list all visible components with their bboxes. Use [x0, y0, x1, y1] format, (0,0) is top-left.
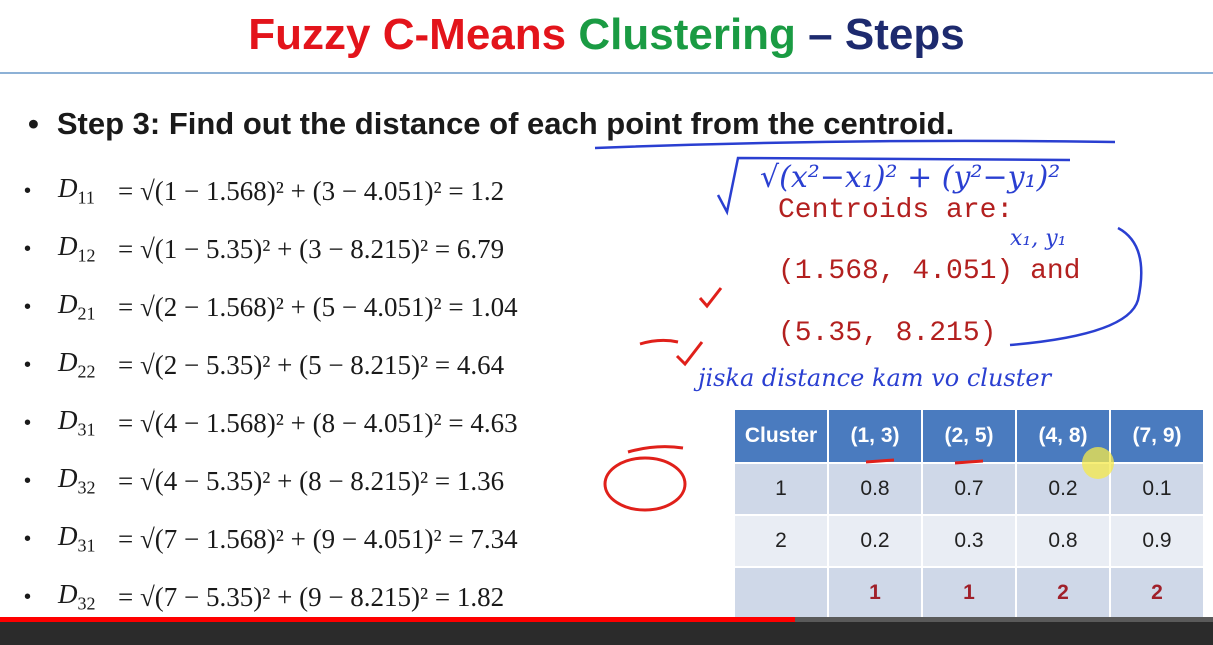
table-cell: 2: [1016, 567, 1110, 619]
table-row: [734, 567, 1204, 619]
distance-letter: D: [58, 521, 78, 552]
table-cell: 1: [734, 463, 828, 515]
table-row: [734, 515, 1204, 567]
distance-letter: D: [58, 347, 78, 378]
handwritten-note: jiska distance kam vo cluster: [698, 364, 1052, 392]
distance-expression: = √(7 − 1.568)² + (9 − 4.051)² = 7.34: [118, 523, 518, 554]
bullet-icon: •: [28, 106, 39, 141]
table-cell: 2: [734, 515, 828, 567]
distance-subscript: 32: [77, 477, 96, 498]
centroid-1: (1.568, 4.051): [778, 256, 1014, 287]
table-cell: 1: [922, 567, 1016, 619]
distance-subscript: 21: [77, 303, 96, 324]
table-cell: 0.1: [1110, 463, 1204, 515]
centroids-label: Centroids are:: [778, 195, 1014, 226]
bullet-icon: •: [24, 411, 32, 434]
centroid-2: (5.35, 8.215): [778, 318, 997, 349]
distance-expression: = √(1 − 1.568)² + (3 − 4.051)² = 1.2: [118, 175, 505, 206]
distance-symbol: [58, 289, 118, 324]
player-controls-bar: [0, 622, 1213, 645]
bullet-icon: •: [24, 237, 32, 260]
handwritten-formula: √(x²−x₁)² + (y²−y₁)²: [760, 160, 1061, 195]
distance-letter: D: [58, 579, 78, 610]
bullet-icon: •: [24, 527, 32, 550]
distance-subscript: 11: [77, 187, 95, 208]
table-header-cell: (1, 3): [828, 409, 922, 463]
table-header-cell: (7, 9): [1110, 409, 1204, 463]
distance-symbol: [58, 231, 118, 266]
table-cell: 0.8: [1016, 515, 1110, 567]
distance-letter: D: [58, 231, 78, 262]
distance-symbol: [58, 521, 118, 556]
distance-subscript: 31: [77, 535, 96, 556]
centroid-1-line: [778, 256, 1080, 287]
distance-expression: = √(1 − 5.35)² + (3 − 8.215)² = 6.79: [118, 233, 505, 264]
table-row: [734, 463, 1204, 515]
slide-title: [0, 10, 1213, 60]
bullet-icon: •: [24, 353, 32, 376]
equation-row: [24, 400, 724, 446]
distance-symbol: [58, 347, 118, 382]
distance-symbol: [58, 405, 118, 440]
equation-row: [24, 226, 724, 272]
distance-subscript: 22: [77, 361, 96, 382]
distance-expression: = √(7 − 5.35)² + (9 − 8.215)² = 1.82: [118, 581, 505, 612]
equation-row: [24, 574, 724, 620]
distance-subscript: 12: [77, 245, 96, 266]
distance-expression: = √(2 − 1.568)² + (5 − 4.051)² = 1.04: [118, 291, 518, 322]
table-header-cell: (2, 5): [922, 409, 1016, 463]
distance-symbol: [58, 463, 118, 498]
distance-symbol: [58, 579, 118, 614]
table-cell: 1: [828, 567, 922, 619]
centroids-and: and: [1030, 256, 1081, 287]
bullet-icon: •: [24, 295, 32, 318]
title-part-clustering: Clustering: [578, 10, 796, 59]
distance-letter: D: [58, 173, 78, 204]
dash-stroke: [628, 447, 683, 452]
table-cell: 0.7: [922, 463, 1016, 515]
step-heading: [28, 106, 954, 142]
title-part-fuzzy: Fuzzy C-Means: [248, 10, 567, 59]
title-part-steps: – Steps: [808, 10, 965, 59]
table-header-cell: (4, 8): [1016, 409, 1110, 463]
table-header-cell: Cluster: [734, 409, 828, 463]
table-header-row: [734, 409, 1204, 463]
distance-subscript: 31: [77, 419, 96, 440]
distance-expression: = √(2 − 5.35)² + (5 − 8.215)² = 4.64: [118, 349, 505, 380]
table-cell: 0.2: [828, 515, 922, 567]
table-cell: 0.9: [1110, 515, 1204, 567]
title-divider: [0, 72, 1213, 74]
table-cell: 0.2: [1016, 463, 1110, 515]
membership-table: [733, 408, 1205, 620]
bullet-icon: •: [24, 179, 32, 202]
bullet-icon: •: [24, 469, 32, 492]
table-cell: 2: [1110, 567, 1204, 619]
distance-letter: D: [58, 463, 78, 494]
table-cell: [734, 567, 828, 619]
table-cell: 0.3: [922, 515, 1016, 567]
distance-expression: = √(4 − 5.35)² + (8 − 8.215)² = 1.36: [118, 465, 505, 496]
handwritten-x1y1: x₁, y₁: [1010, 226, 1067, 251]
table-cell: 0.8: [828, 463, 922, 515]
equation-row: [24, 516, 724, 562]
bullet-icon: •: [24, 585, 32, 608]
equation-row: [24, 342, 724, 388]
distance-letter: D: [58, 289, 78, 320]
distance-symbol: [58, 173, 118, 208]
distance-expression: = √(4 − 1.568)² + (8 − 4.051)² = 4.63: [118, 407, 518, 438]
equation-row: [24, 284, 724, 330]
equation-row: [24, 458, 724, 504]
equation-row: [24, 168, 724, 214]
distance-letter: D: [58, 405, 78, 436]
step-text: Step 3: Find out the distance of each point from the centroid.: [56, 106, 955, 141]
distance-subscript: 32: [77, 593, 96, 614]
